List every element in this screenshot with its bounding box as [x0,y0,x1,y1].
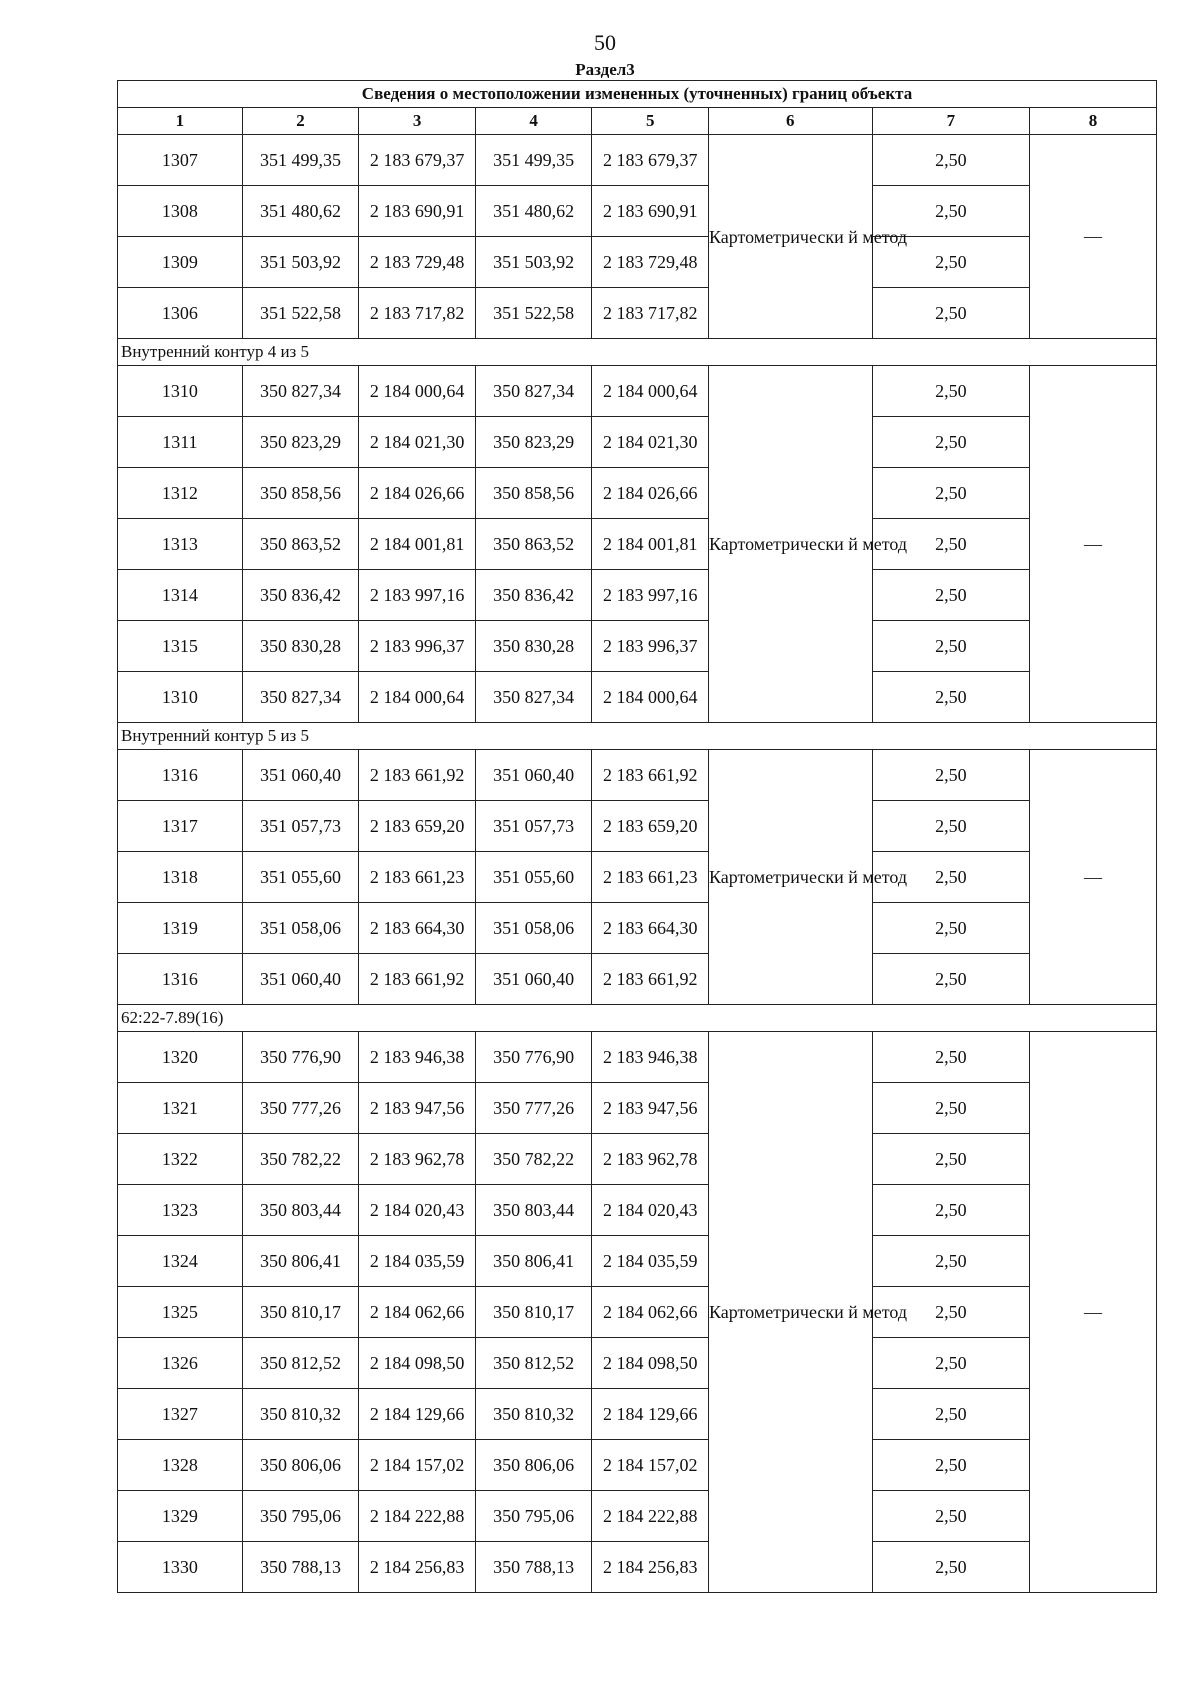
y-coordinate: 2 184 000,64 [359,366,476,417]
point-number: 1315 [118,621,243,672]
x-coordinate-refined: 350 830,28 [475,621,592,672]
x-coordinate: 350 776,90 [242,1032,359,1083]
column-header: 4 [475,108,592,135]
accuracy-value: 2,50 [872,237,1029,288]
x-coordinate-refined: 350 776,90 [475,1032,592,1083]
y-coordinate: 2 183 946,38 [359,1032,476,1083]
accuracy-value: 2,50 [872,468,1029,519]
x-coordinate-refined: 351 060,40 [475,750,592,801]
contour-title: 62:22-7.89(16) [118,1005,1157,1032]
x-coordinate-refined: 350 788,13 [475,1542,592,1593]
y-coordinate-refined: 2 184 098,50 [592,1338,709,1389]
y-coordinate: 2 183 729,48 [359,237,476,288]
column-header: 5 [592,108,709,135]
accuracy-value: 2,50 [872,570,1029,621]
accuracy-value: 2,50 [872,903,1029,954]
table-row [118,1440,1157,1491]
accuracy-value: 2,50 [872,954,1029,1005]
accuracy-value: 2,50 [872,1389,1029,1440]
y-coordinate-refined: 2 184 256,83 [592,1542,709,1593]
x-coordinate-refined: 350 827,34 [475,672,592,723]
method-cell: Картометрически й метод [709,135,873,339]
y-coordinate: 2 184 035,59 [359,1236,476,1287]
y-coordinate-refined: 2 184 035,59 [592,1236,709,1287]
column-8-cell: — [1030,366,1157,723]
accuracy-value: 2,50 [872,1491,1029,1542]
table-row [118,1185,1157,1236]
accuracy-value: 2,50 [872,750,1029,801]
y-coordinate-refined: 2 183 679,37 [592,135,709,186]
point-number: 1316 [118,954,243,1005]
y-coordinate: 2 184 001,81 [359,519,476,570]
contour-title-row [118,723,1157,750]
y-coordinate-refined: 2 183 659,20 [592,801,709,852]
y-coordinate-refined: 2 183 661,23 [592,852,709,903]
x-coordinate: 351 060,40 [242,954,359,1005]
y-coordinate: 2 183 661,23 [359,852,476,903]
x-coordinate: 351 055,60 [242,852,359,903]
point-number: 1318 [118,852,243,903]
contour-title-row [118,339,1157,366]
table-row [118,366,1157,417]
x-coordinate: 350 806,06 [242,1440,359,1491]
table-row [118,672,1157,723]
point-number: 1316 [118,750,243,801]
y-coordinate: 2 183 690,91 [359,186,476,237]
column-header: 3 [359,108,476,135]
point-number: 1314 [118,570,243,621]
y-coordinate: 2 183 679,37 [359,135,476,186]
column-header: 7 [872,108,1029,135]
y-coordinate-refined: 2 184 000,64 [592,672,709,723]
y-coordinate: 2 184 000,64 [359,672,476,723]
accuracy-value: 2,50 [872,852,1029,903]
y-coordinate-refined: 2 183 690,91 [592,186,709,237]
x-coordinate-refined: 351 499,35 [475,135,592,186]
y-coordinate: 2 183 717,82 [359,288,476,339]
column-8-cell: — [1030,135,1157,339]
table-row [118,1338,1157,1389]
x-coordinate-refined: 351 522,58 [475,288,592,339]
accuracy-value: 2,50 [872,621,1029,672]
x-coordinate: 350 782,22 [242,1134,359,1185]
accuracy-value: 2,50 [872,672,1029,723]
contour-title-row [118,1005,1157,1032]
point-number: 1310 [118,672,243,723]
x-coordinate: 350 777,26 [242,1083,359,1134]
x-coordinate-refined: 350 810,32 [475,1389,592,1440]
point-number: 1311 [118,417,243,468]
accuracy-value: 2,50 [872,1032,1029,1083]
accuracy-value: 2,50 [872,1287,1029,1338]
x-coordinate-refined: 350 782,22 [475,1134,592,1185]
x-coordinate-refined: 350 795,06 [475,1491,592,1542]
y-coordinate-refined: 2 183 664,30 [592,903,709,954]
accuracy-value: 2,50 [872,186,1029,237]
x-coordinate: 350 827,34 [242,366,359,417]
y-coordinate: 2 183 996,37 [359,621,476,672]
accuracy-value: 2,50 [872,519,1029,570]
x-coordinate-refined: 350 806,41 [475,1236,592,1287]
x-coordinate: 350 803,44 [242,1185,359,1236]
column-8-cell: — [1030,1032,1157,1593]
point-number: 1330 [118,1542,243,1593]
point-number: 1323 [118,1185,243,1236]
y-coordinate-refined: 2 184 157,02 [592,1440,709,1491]
accuracy-value: 2,50 [872,135,1029,186]
accuracy-value: 2,50 [872,801,1029,852]
accuracy-value: 2,50 [872,1338,1029,1389]
table-row [118,1491,1157,1542]
y-coordinate: 2 184 021,30 [359,417,476,468]
column-header: 6 [709,108,873,135]
table-row [118,954,1157,1005]
y-coordinate: 2 183 661,92 [359,750,476,801]
x-coordinate: 350 830,28 [242,621,359,672]
y-coordinate: 2 184 098,50 [359,1338,476,1389]
x-coordinate-refined: 350 823,29 [475,417,592,468]
point-number: 1312 [118,468,243,519]
x-coordinate-refined: 351 503,92 [475,237,592,288]
accuracy-value: 2,50 [872,417,1029,468]
x-coordinate: 350 858,56 [242,468,359,519]
y-coordinate: 2 184 157,02 [359,1440,476,1491]
y-coordinate-refined: 2 183 661,92 [592,954,709,1005]
point-number: 1322 [118,1134,243,1185]
column-8-cell: — [1030,750,1157,1005]
x-coordinate: 350 810,32 [242,1389,359,1440]
table-row [118,417,1157,468]
method-cell: Картометрически й метод [709,750,873,1005]
table-row [118,1542,1157,1593]
y-coordinate: 2 183 661,92 [359,954,476,1005]
y-coordinate: 2 184 020,43 [359,1185,476,1236]
accuracy-value: 2,50 [872,1236,1029,1287]
column-header-row [118,108,1157,135]
accuracy-value: 2,50 [872,1083,1029,1134]
table-row [118,288,1157,339]
y-coordinate-refined: 2 184 020,43 [592,1185,709,1236]
table-row [118,519,1157,570]
point-number: 1309 [118,237,243,288]
x-coordinate: 351 503,92 [242,237,359,288]
y-coordinate-refined: 2 183 996,37 [592,621,709,672]
x-coordinate: 351 060,40 [242,750,359,801]
table-row [118,1083,1157,1134]
accuracy-value: 2,50 [872,1542,1029,1593]
table-row [118,237,1157,288]
point-number: 1319 [118,903,243,954]
y-coordinate: 2 183 947,56 [359,1083,476,1134]
y-coordinate-refined: 2 183 997,16 [592,570,709,621]
x-coordinate-refined: 351 055,60 [475,852,592,903]
x-coordinate-refined: 350 863,52 [475,519,592,570]
table-row [118,1236,1157,1287]
y-coordinate-refined: 2 183 947,56 [592,1083,709,1134]
y-coordinate: 2 183 997,16 [359,570,476,621]
y-coordinate-refined: 2 184 026,66 [592,468,709,519]
x-coordinate: 351 522,58 [242,288,359,339]
method-cell: Картометрически й метод [709,1032,873,1593]
table-caption: Сведения о местоположении измененных (уточненных) границ объекта [118,81,1157,108]
point-number: 1326 [118,1338,243,1389]
point-number: 1313 [118,519,243,570]
table-row [118,621,1157,672]
point-number: 1320 [118,1032,243,1083]
y-coordinate: 2 184 256,83 [359,1542,476,1593]
y-coordinate: 2 183 664,30 [359,903,476,954]
table-row [118,186,1157,237]
x-coordinate: 350 795,06 [242,1491,359,1542]
point-number: 1308 [118,186,243,237]
x-coordinate-refined: 350 810,17 [475,1287,592,1338]
accuracy-value: 2,50 [872,1185,1029,1236]
boundary-coordinates-table [117,80,1157,1593]
x-coordinate-refined: 350 803,44 [475,1185,592,1236]
contour-title: Внутренний контур 5 из 5 [118,723,1157,750]
y-coordinate-refined: 2 184 222,88 [592,1491,709,1542]
x-coordinate-refined: 350 812,52 [475,1338,592,1389]
point-number: 1329 [118,1491,243,1542]
table-row [118,468,1157,519]
accuracy-value: 2,50 [872,1440,1029,1491]
table-row [118,570,1157,621]
x-coordinate-refined: 351 060,40 [475,954,592,1005]
point-number: 1307 [118,135,243,186]
accuracy-value: 2,50 [872,366,1029,417]
x-coordinate: 350 788,13 [242,1542,359,1593]
table-row [118,1389,1157,1440]
point-number: 1325 [118,1287,243,1338]
accuracy-value: 2,50 [872,1134,1029,1185]
table-row [118,1032,1157,1083]
point-number: 1317 [118,801,243,852]
column-header: 2 [242,108,359,135]
contour-title: Внутренний контур 4 из 5 [118,339,1157,366]
x-coordinate: 350 812,52 [242,1338,359,1389]
x-coordinate: 350 806,41 [242,1236,359,1287]
y-coordinate: 2 184 129,66 [359,1389,476,1440]
table-row [118,750,1157,801]
x-coordinate-refined: 350 858,56 [475,468,592,519]
x-coordinate: 351 057,73 [242,801,359,852]
method-cell: Картометрически й метод [709,366,873,723]
x-coordinate-refined: 351 057,73 [475,801,592,852]
table-row [118,801,1157,852]
y-coordinate: 2 184 026,66 [359,468,476,519]
x-coordinate: 350 827,34 [242,672,359,723]
x-coordinate: 351 058,06 [242,903,359,954]
x-coordinate-refined: 350 777,26 [475,1083,592,1134]
y-coordinate-refined: 2 183 661,92 [592,750,709,801]
x-coordinate: 350 823,29 [242,417,359,468]
x-coordinate-refined: 350 827,34 [475,366,592,417]
page-number: 50 [594,30,616,55]
y-coordinate: 2 183 659,20 [359,801,476,852]
y-coordinate-refined: 2 184 000,64 [592,366,709,417]
x-coordinate-refined: 351 058,06 [475,903,592,954]
point-number: 1327 [118,1389,243,1440]
x-coordinate-refined: 350 806,06 [475,1440,592,1491]
table-row [118,1134,1157,1185]
point-number: 1321 [118,1083,243,1134]
y-coordinate-refined: 2 184 062,66 [592,1287,709,1338]
x-coordinate-refined: 351 480,62 [475,186,592,237]
y-coordinate-refined: 2 184 129,66 [592,1389,709,1440]
x-coordinate: 351 480,62 [242,186,359,237]
x-coordinate: 351 499,35 [242,135,359,186]
section-title: Раздел3 [575,60,635,79]
y-coordinate-refined: 2 183 946,38 [592,1032,709,1083]
table-row [118,1287,1157,1338]
column-header: 1 [118,108,243,135]
point-number: 1324 [118,1236,243,1287]
y-coordinate: 2 183 962,78 [359,1134,476,1185]
x-coordinate: 350 863,52 [242,519,359,570]
y-coordinate-refined: 2 183 717,82 [592,288,709,339]
table-row [118,135,1157,186]
x-coordinate: 350 836,42 [242,570,359,621]
y-coordinate: 2 184 222,88 [359,1491,476,1542]
x-coordinate: 350 810,17 [242,1287,359,1338]
y-coordinate-refined: 2 183 962,78 [592,1134,709,1185]
y-coordinate-refined: 2 184 001,81 [592,519,709,570]
y-coordinate-refined: 2 183 729,48 [592,237,709,288]
point-number: 1306 [118,288,243,339]
y-coordinate-refined: 2 184 021,30 [592,417,709,468]
point-number: 1310 [118,366,243,417]
point-number: 1328 [118,1440,243,1491]
table-row [118,903,1157,954]
table-row [118,852,1157,903]
y-coordinate: 2 184 062,66 [359,1287,476,1338]
accuracy-value: 2,50 [872,288,1029,339]
x-coordinate-refined: 350 836,42 [475,570,592,621]
column-header: 8 [1030,108,1157,135]
